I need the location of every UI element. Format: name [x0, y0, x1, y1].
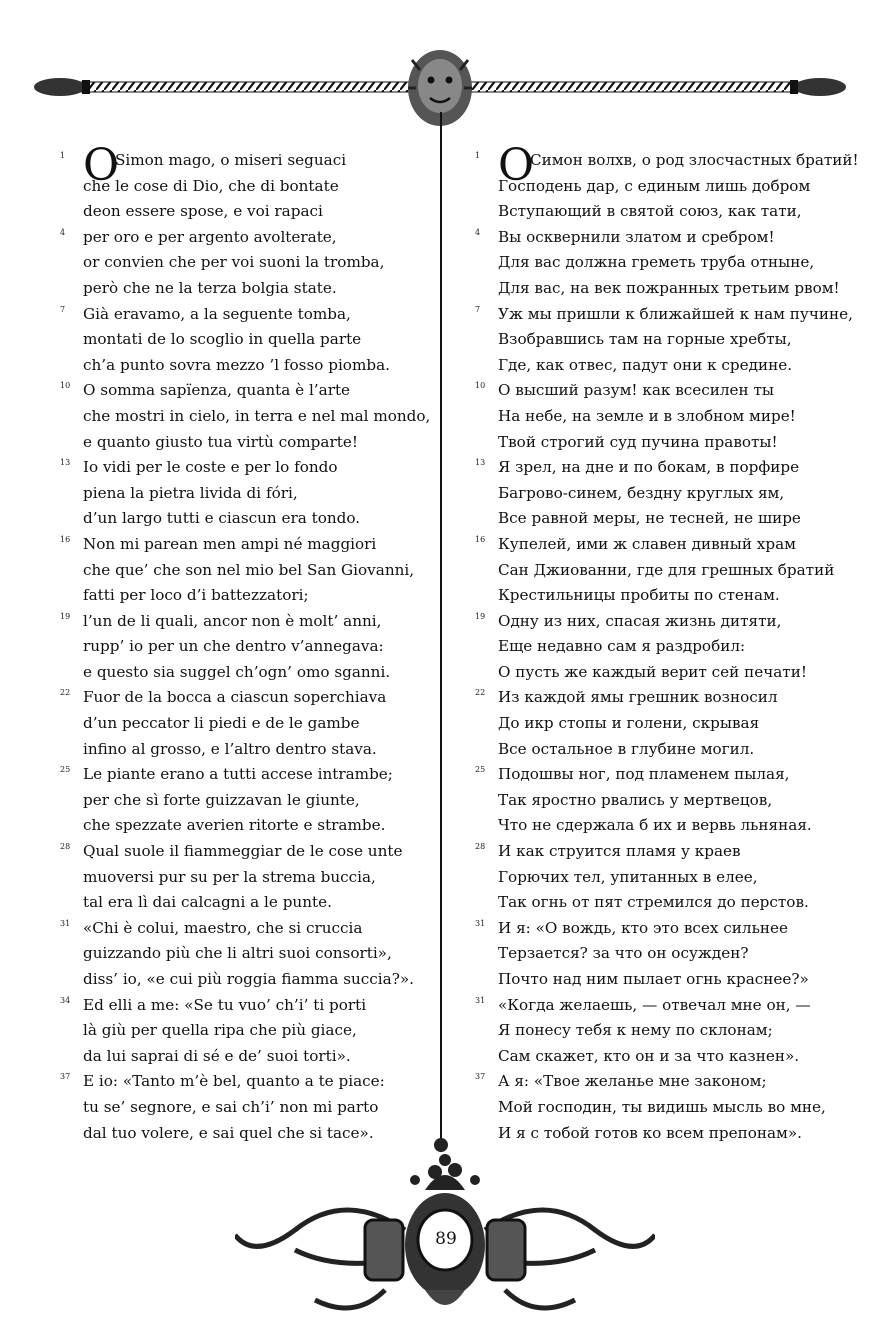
drop-cap: O	[498, 140, 535, 191]
verse-number: 37	[475, 1072, 486, 1082]
column-divider	[440, 112, 442, 1152]
verse-line: И я с тобой готов ко всем препонам».	[498, 1123, 802, 1142]
verse-number: 19	[60, 611, 71, 621]
verse-line: Для вас, на век пожранных третьим рвом!	[498, 278, 840, 297]
verse-line: Горючих тел, упитанных в елее,	[498, 867, 758, 886]
verse-line: О пусть же каждый верит сей печати!	[498, 662, 807, 681]
verse-number: 31	[60, 918, 71, 928]
stanza	[60, 609, 430, 686]
verse-line: Io vidi per le coste e per lo fondo	[83, 458, 338, 477]
verse-number: 31	[475, 995, 486, 1005]
verse-number: 7	[60, 304, 66, 314]
verse-line: d’un peccator li piedi e de le gambe	[83, 714, 360, 733]
verse-line: А я: «Твое желанье мне законом;	[498, 1072, 767, 1091]
verse-line: infino al grosso, e l’altro dentro stava.	[83, 739, 377, 758]
stanza	[60, 302, 430, 379]
verse-number: 22	[60, 688, 71, 698]
verse-line: tal era lì dai calcagni a le punte.	[83, 893, 332, 912]
verse-line: «Когда желаешь, — отвечал мне он, —	[498, 995, 811, 1014]
verse-line: Господень дар, с единым лишь добром	[498, 176, 811, 195]
verse-line: fatti per loco d’i battezzatori;	[83, 586, 309, 605]
verse-line: Взобравшись там на горные хребты,	[498, 330, 792, 349]
verse-line: rupp’ io per un che dentro v’annegava:	[83, 637, 384, 656]
verse-line: Ed elli a me: «Se tu vuo’ ch’i’ ti porti	[83, 995, 367, 1014]
stanza	[475, 225, 855, 302]
verse-line: До икр стопы и голени, скрывая	[498, 714, 760, 733]
verse-line: e questo sia suggel ch’ogn’ omo sganni.	[83, 662, 391, 681]
verse-number: 4	[475, 227, 481, 237]
verse-number: 7	[475, 304, 481, 314]
verse-line: Багрово-синем, бездну круглых ям,	[498, 483, 785, 502]
verse-number: 1	[60, 151, 66, 160]
verse-line: Сам скажет, кто он и за что казнен».	[498, 1046, 800, 1065]
verse-line: Крестильницы пробиты по стенам.	[498, 586, 780, 605]
verse-line: Non mi parean men ampi né maggiori	[83, 534, 377, 553]
verse-line: montati de lo scoglio in quella parte	[83, 330, 362, 349]
verse-line: И как струится пламя у краев	[498, 842, 741, 861]
stanza	[475, 762, 855, 839]
right-tassel-icon	[790, 78, 846, 96]
stanza	[60, 378, 430, 455]
verse-number: 28	[60, 842, 71, 852]
stanza	[60, 762, 430, 839]
right-shield-icon	[487, 1220, 525, 1280]
verse-number: 22	[475, 688, 486, 698]
verse-line: «Chi è colui, maestro, che si cruccia	[83, 918, 363, 937]
verse-line: deon essere spose, e voi rapaci	[83, 202, 323, 221]
verse-number: 13	[475, 458, 486, 468]
verse-line: ch’a punto sovra mezzo ’l fosso piomba.	[83, 355, 390, 374]
stanza	[475, 839, 855, 916]
verse-line: Я зрел, на дне и по бокам, в порфире	[498, 458, 800, 477]
verse-line: Già eravamo, a la seguente tomba,	[83, 304, 351, 323]
verse-line: Так огнь от пят стремился до перстов.	[498, 893, 809, 912]
verse-number: 4	[60, 227, 66, 237]
verse-line: tu se’ segnore, e sai ch’i’ non mi parto	[83, 1097, 379, 1116]
verse-line: Где, как отвес, падут они к средине.	[498, 355, 793, 374]
stanza	[475, 532, 855, 609]
left-tassel-icon	[34, 78, 90, 96]
verse-line: Я понесу тебя к нему по склонам;	[498, 1021, 773, 1040]
verse-number: 28	[475, 842, 486, 852]
verse-line: Почто над ним пылает огнь краснее?»	[498, 970, 809, 988]
verse-number: 16	[475, 534, 486, 544]
flower-vase-icon	[410, 1154, 480, 1190]
verse-line: O somma sapïenza, quanta è l’arte	[83, 381, 351, 400]
stanza	[475, 455, 855, 532]
verse-line: che que’ che son nel mio bel San Giovanni,	[83, 560, 415, 579]
stanza	[60, 1069, 430, 1146]
stanza	[60, 532, 430, 609]
page-number: 89	[435, 1229, 457, 1249]
stanza	[475, 140, 859, 225]
verse-number: 19	[475, 611, 486, 621]
verse-line: or convien che per voi suoni la tromba,	[83, 253, 385, 272]
verse-line: Твой строгий суд пучина правоты!	[498, 432, 778, 451]
verse-number: 16	[60, 534, 71, 544]
verse-number: 1	[475, 151, 481, 160]
verse-number: 25	[475, 765, 486, 775]
stanza	[60, 225, 430, 302]
verse-number: 31	[475, 918, 486, 928]
verse-line: Так яростно рвались у мертвецов,	[498, 790, 773, 809]
verse-line: Из каждой ямы грешник возносил	[498, 688, 778, 707]
russian-column	[475, 140, 859, 1146]
verse-line: Терзается? за что он осужден?	[498, 944, 749, 963]
verse-line: guizzando più che li altri suoi consorti»,	[83, 944, 392, 963]
verse-line: muoversi pur su per la strema buccia,	[83, 867, 376, 886]
verse-line: О высший разум! как всесилен ты	[498, 381, 774, 400]
verse-line: Все равной меры, не тесней, не шире	[498, 509, 801, 528]
verse-line: Мой господин, ты видишь мысль во мне,	[498, 1097, 826, 1116]
italian-column	[60, 140, 431, 1146]
verse-line: piena la pietra livida di fóri,	[83, 483, 298, 502]
verse-line: Для вас должна греметь труба отныне,	[498, 253, 815, 272]
left-shield-icon	[365, 1220, 403, 1280]
verse-number: 37	[60, 1072, 71, 1082]
verse-line: Сан Джиованни, где для грешных братий	[498, 560, 835, 579]
verse-line: che mostri in cielo, in terra e nel mal mondo,	[83, 406, 431, 425]
verse-line: Все остальное в глубине могил.	[498, 739, 755, 758]
verse-line: Вы осквернили златом и сребром!	[498, 227, 775, 246]
verse-line: che spezzate averien ritorte e strambe.	[83, 816, 386, 835]
verse-line: diss’ io, «e cui più roggia fiamma succia?».	[83, 970, 414, 988]
stanza	[60, 839, 430, 916]
verse-line: da lui saprai di sé e de’ suoi torti».	[83, 1046, 351, 1065]
verse-line: per che sì forte guizzavan le giunte,	[83, 790, 360, 809]
verse-line: l’un de li quali, ancor non è molt’ anni,	[83, 611, 382, 630]
verse-line: E io: «Tanto m’è bel, quanto a te piace:	[83, 1072, 385, 1091]
stanza	[60, 685, 430, 762]
stanza	[60, 993, 430, 1070]
stanza	[475, 685, 855, 762]
verse-line: Уж мы пришли к ближайшей к нам пучине,	[498, 304, 853, 323]
stanza	[475, 302, 855, 379]
verse-line: На небе, на земле и в злобном мире!	[498, 406, 796, 425]
verse-line: Вступающий в святой союз, как тати,	[498, 202, 802, 221]
verse-line: d’un largo tutti e ciascun era tondo.	[83, 509, 361, 528]
verse-line: Симон волхв, о род злосчастных братий!	[530, 151, 859, 169]
drop-cap: O	[83, 140, 120, 191]
verse-line: Еще недавно сам я раздробил:	[498, 637, 746, 656]
stanza	[475, 1069, 855, 1146]
verse-line: Qual suole il fiammeggiar de le cose unte	[83, 842, 403, 861]
stanza	[475, 993, 855, 1070]
verse-line: Купелей, ими ж славен дивный храм	[498, 534, 796, 553]
verse-number: 13	[60, 458, 71, 468]
verse-line: И я: «О вождь, кто это всех сильнее	[498, 918, 788, 937]
verse-number: 10	[60, 381, 71, 391]
verse-line: per oro e per argento avolterate,	[83, 227, 337, 246]
verse-line: Fuor de la bocca a ciascun soperchiava	[83, 688, 387, 707]
verse-line: Simon mago, o miseri seguaci	[115, 151, 347, 169]
verse-line: Одну из них, спасая жизнь дитяти,	[498, 611, 782, 630]
verse-line: dal tuo volere, e sai quel che si tace».	[83, 1123, 374, 1142]
stanza	[60, 455, 430, 532]
stanza	[475, 378, 855, 455]
verse-line: Подошвы ног, под пламенем пылая,	[498, 765, 790, 784]
stanza	[60, 140, 430, 225]
verse-number: 34	[60, 995, 71, 1005]
stanza	[475, 916, 855, 993]
verse-number: 10	[475, 381, 486, 391]
verse-line: però che ne la terza bolgia state.	[83, 278, 337, 297]
verse-line: che le cose di Dio, che di bontate	[83, 176, 339, 195]
verse-number: 25	[60, 765, 71, 775]
stanza	[475, 609, 855, 686]
stanza	[60, 916, 430, 993]
verse-line: là giù per quella ripa che più giace,	[83, 1021, 357, 1040]
verse-line: Что не сдержала б их и вервь льняная.	[498, 816, 812, 835]
verse-line: e quanto giusto tua virtù comparte!	[83, 432, 358, 451]
verse-line: Le piante erano a tutti accese intrambe;	[83, 765, 393, 784]
